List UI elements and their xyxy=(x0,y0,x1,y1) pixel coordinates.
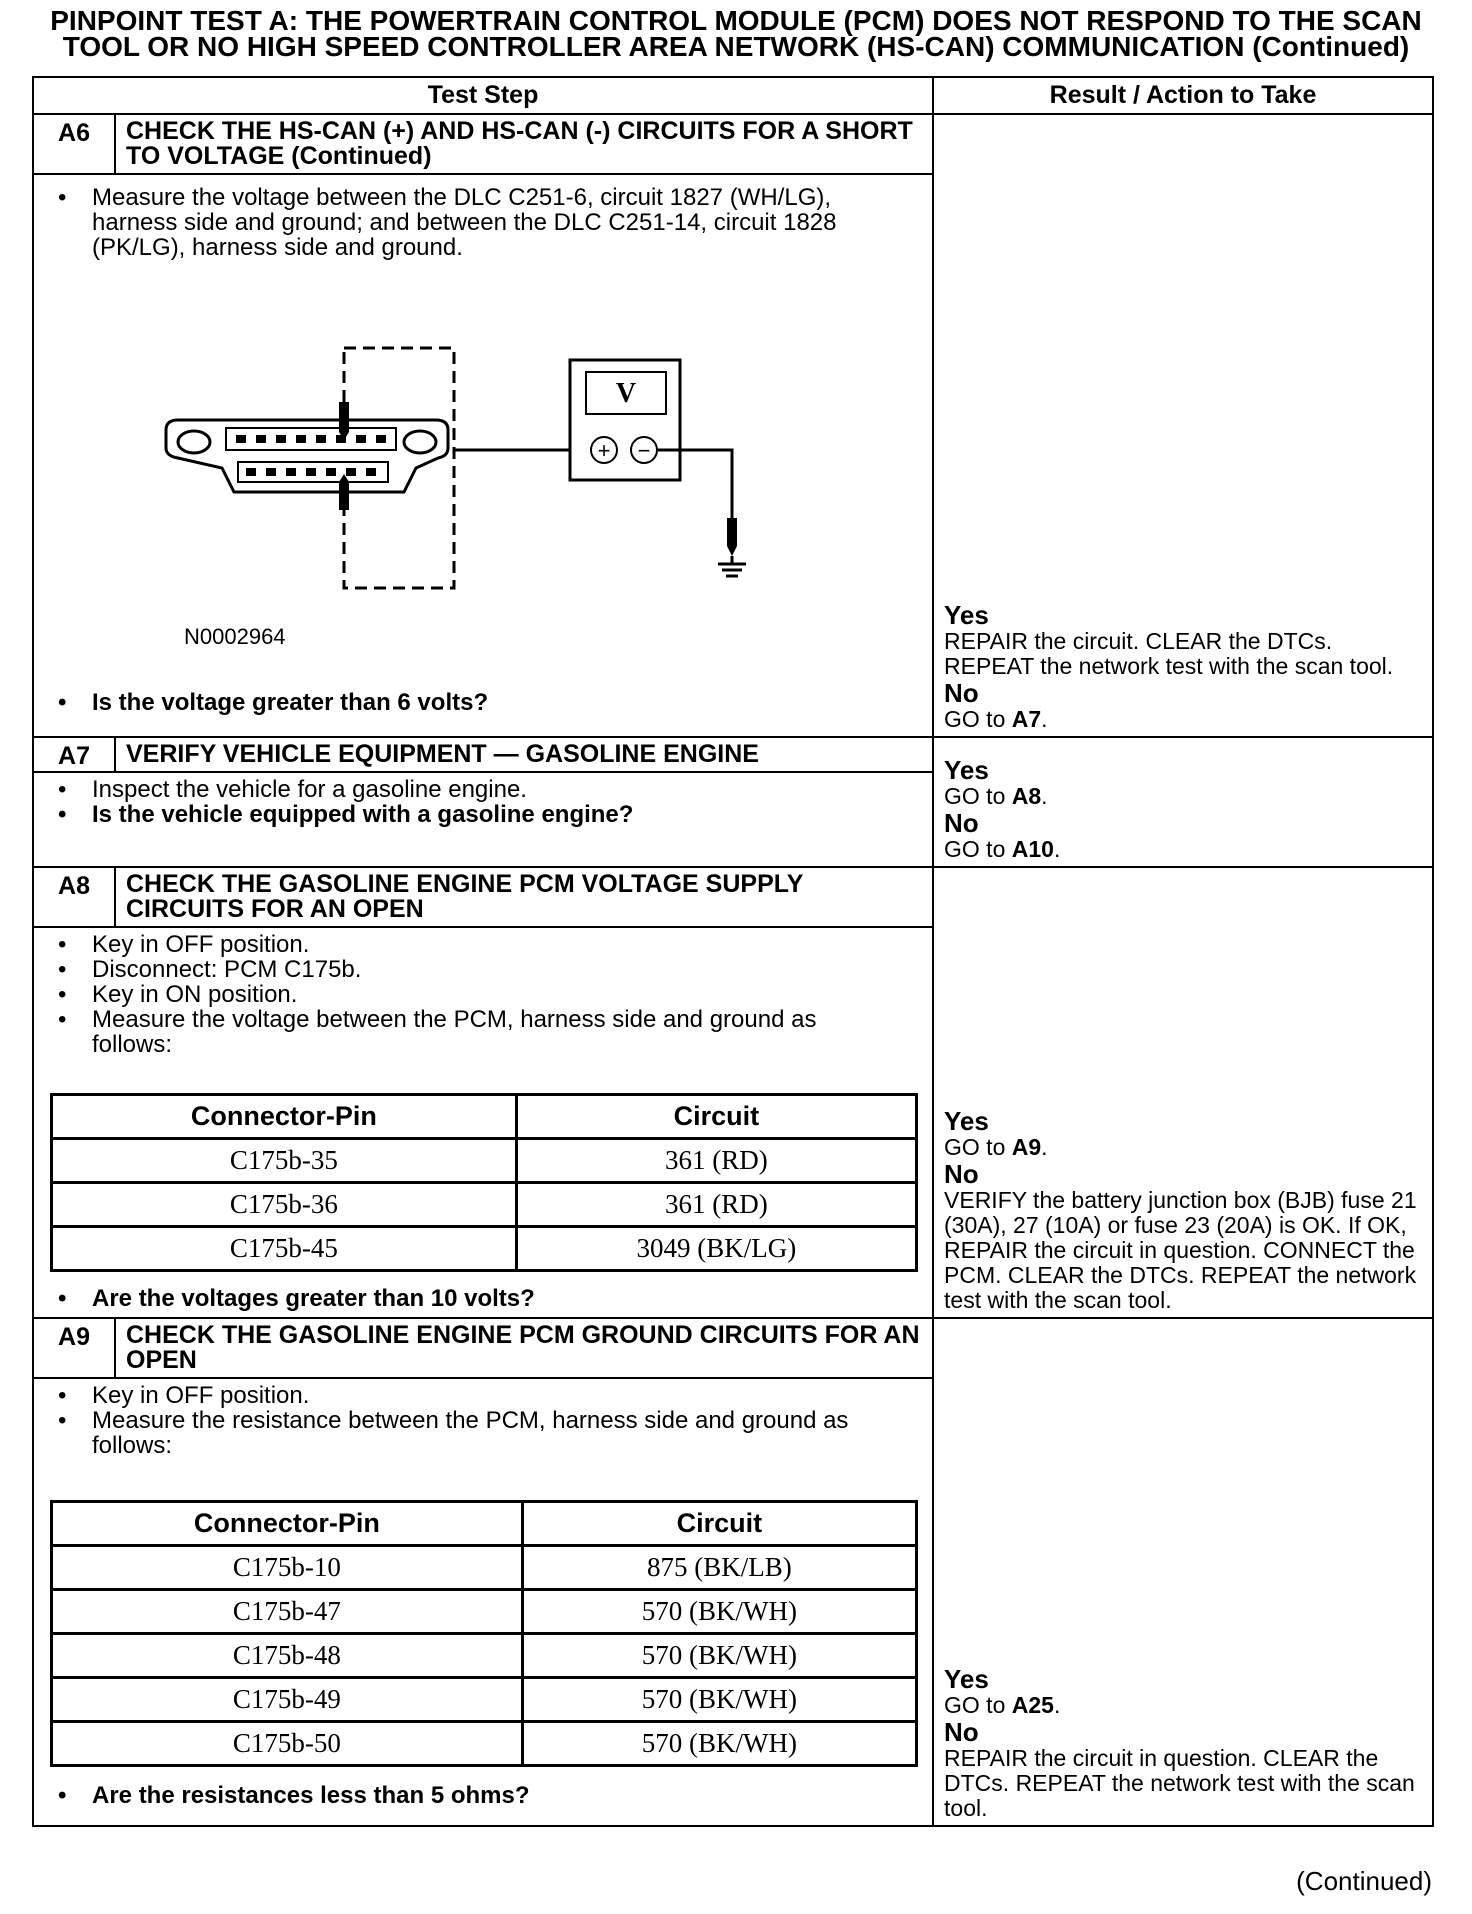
title-line-2: TOOL OR NO HIGH SPEED CONTROLLER AREA NETWORK (HS-CAN) COMMUNICATION (Continued) xyxy=(62,31,1410,62)
circuit-cell: 570 (BK/WH) xyxy=(522,1634,916,1678)
circuit-cell: 875 (BK/LB) xyxy=(522,1546,916,1590)
no-label: No xyxy=(944,1717,979,1747)
no-action-text: GO to xyxy=(944,706,1012,732)
continued-label: (Continued) xyxy=(1296,1866,1432,1896)
no-label: No xyxy=(944,678,979,708)
yes-label: Yes xyxy=(944,1106,989,1136)
table-row xyxy=(52,1634,917,1678)
yes-action-dot: . xyxy=(1041,1134,1048,1160)
yes-action xyxy=(944,784,1428,809)
question: • Are the resistances less than 5 ohms? xyxy=(46,1783,920,1808)
step-a6-body xyxy=(33,174,933,737)
probe-top xyxy=(339,402,349,432)
table-header-row xyxy=(52,1502,917,1546)
yes-action-text: GO to xyxy=(944,783,1012,809)
meter-symbol: V xyxy=(615,378,637,409)
yes-label: Yes xyxy=(944,755,989,785)
circuit-header: Circuit xyxy=(522,1502,916,1546)
table-row xyxy=(52,1139,917,1183)
no-action xyxy=(944,707,1428,732)
yes-action-dot: . xyxy=(1041,783,1048,809)
yes-target: A8 xyxy=(1011,783,1042,809)
yes-action xyxy=(944,1693,1428,1718)
no-action: VERIFY the battery junction box (BJB) fuse 21 (30A), 27 (10A) or fuse 23 (20A) is OK. If OK, REPAIR the circuit in question. CONNECT the PCM. CLEAR the DTCs. REPEAT the network test with the scan tool. xyxy=(944,1187,1417,1313)
step-a9-question xyxy=(46,1783,920,1808)
page-title xyxy=(30,5,1442,62)
ground-probe xyxy=(727,518,737,546)
ground-probe-tip xyxy=(727,546,737,556)
connector-pin-cell: C175b-49 xyxy=(52,1678,523,1722)
question: • Is the voltage greater than 6 volts? xyxy=(46,690,920,715)
connector-pin-cell: C175b-10 xyxy=(52,1546,523,1590)
circuit-cell: 3049 (BK/LG) xyxy=(516,1227,916,1271)
circuit-cell: 361 (RD) xyxy=(516,1139,916,1183)
instruction: • Key in OFF position. xyxy=(46,932,920,957)
probe-bottom xyxy=(339,482,349,510)
step-a7-instructions xyxy=(46,777,920,827)
connector-pin-cell: C175b-50 xyxy=(52,1722,523,1766)
yes-action-text: GO to xyxy=(944,1134,1012,1160)
step-id: A7 xyxy=(33,737,115,772)
circuit-header: Circuit xyxy=(516,1095,916,1139)
no-action-text: GO to xyxy=(944,836,1012,862)
circuit-cell: 361 (RD) xyxy=(516,1183,916,1227)
circuit-cell: 570 (BK/WH) xyxy=(522,1678,916,1722)
connector-pin-cell: C175b-47 xyxy=(52,1590,523,1634)
connector-pin-header: Connector-Pin xyxy=(52,1095,517,1139)
plus-sign: + xyxy=(597,438,611,463)
step-a6-result xyxy=(933,114,1433,737)
instruction: • Key in ON position. xyxy=(46,982,920,1007)
test-step-header: Test Step xyxy=(33,77,933,114)
instruction: • Disconnect: PCM C175b. xyxy=(46,957,920,982)
instruction: • Measure the resistance between the PCM, harness side and ground as follows: xyxy=(46,1408,920,1458)
voltage-pin-table xyxy=(50,1093,918,1272)
step-a9-body xyxy=(33,1378,933,1826)
step-a6-question xyxy=(46,690,920,715)
circuit-cell: 570 (BK/WH) xyxy=(522,1590,916,1634)
step-a8-body xyxy=(33,927,933,1318)
question: • Are the voltages greater than 10 volts? xyxy=(46,1286,920,1311)
step-a8-title-row xyxy=(33,867,1433,927)
step-title: CHECK THE GASOLINE ENGINE PCM VOLTAGE SUPPLY CIRCUITS FOR AN OPEN xyxy=(115,867,933,927)
no-action-dot: . xyxy=(1041,706,1048,732)
title-line-1: PINPOINT TEST A: THE POWERTRAIN CONTROL MODULE (PCM) DOES NOT RESPOND TO THE SCAN xyxy=(50,5,1422,36)
table-row xyxy=(52,1590,917,1634)
table-row xyxy=(52,1722,917,1766)
pinpoint-test-table xyxy=(32,76,1434,1827)
minus-sign: − xyxy=(637,438,651,463)
no-action xyxy=(944,837,1428,862)
table-row xyxy=(52,1678,917,1722)
connector-pin-cell: C175b-35 xyxy=(52,1139,517,1183)
question: • Is the vehicle equipped with a gasoline engine? xyxy=(46,802,920,827)
diagram-svg xyxy=(46,260,926,690)
resistance-pin-table xyxy=(50,1500,918,1767)
step-title: CHECK THE HS-CAN (+) AND HS-CAN (-) CIRCUITS FOR A SHORT TO VOLTAGE (Continued) xyxy=(115,114,933,174)
step-a8-result xyxy=(933,867,1433,1318)
step-id: A6 xyxy=(33,114,115,174)
yes-action xyxy=(944,1135,1428,1160)
instruction: • Key in OFF position. xyxy=(46,1383,920,1408)
step-a9-instructions xyxy=(46,1383,920,1458)
step-a8-question xyxy=(46,1286,920,1311)
step-a7-title-row xyxy=(33,737,1433,772)
no-action-dot: . xyxy=(1053,836,1061,862)
yes-action-dot: . xyxy=(1053,1692,1061,1718)
step-a6-instructions xyxy=(46,185,920,260)
table-header-row xyxy=(33,77,1433,114)
instruction: • Measure the voltage between the DLC C251-6, circuit 1827 (WH/LG), harness side and ground; and between the DLC C251-14, circuit 1828 (PK/LG), harness side and ground. xyxy=(46,185,920,260)
yes-action-text: GO to xyxy=(944,1692,1012,1718)
step-id: A9 xyxy=(33,1318,115,1378)
yes-action: REPAIR the circuit. CLEAR the DTCs. REPEAT the network test with the scan tool. xyxy=(944,628,1394,679)
instruction: • Inspect the vehicle for a gasoline engine. xyxy=(46,777,920,802)
connector-pin-cell: C175b-48 xyxy=(52,1634,523,1678)
step-id: A8 xyxy=(33,867,115,927)
dlc-voltage-diagram xyxy=(46,260,920,690)
circuit-cell: 570 (BK/WH) xyxy=(522,1722,916,1766)
yes-label: Yes xyxy=(944,1664,989,1694)
yes-label: Yes xyxy=(944,600,989,630)
step-a9-title-row xyxy=(33,1318,1433,1378)
connector-pin-cell: C175b-36 xyxy=(52,1183,517,1227)
connector-pin-header: Connector-Pin xyxy=(52,1502,523,1546)
no-target: A7 xyxy=(1011,706,1042,732)
no-target: A10 xyxy=(1011,836,1054,862)
table-header-row xyxy=(52,1095,917,1139)
connector-pin-cell: C175b-45 xyxy=(52,1227,517,1271)
table-row xyxy=(52,1183,917,1227)
instruction: • Measure the voltage between the PCM, harness side and ground as follows: xyxy=(46,1007,920,1057)
result-header: Result / Action to Take xyxy=(933,77,1433,114)
step-title: VERIFY VEHICLE EQUIPMENT — GASOLINE ENGINE xyxy=(115,737,933,772)
step-a8-instructions xyxy=(46,932,920,1057)
no-label: No xyxy=(944,1159,979,1189)
step-a7-body xyxy=(33,772,933,867)
step-a9-result xyxy=(933,1318,1433,1826)
step-a6-title-row xyxy=(33,114,1433,174)
yes-target: A25 xyxy=(1011,1692,1054,1718)
step-title: CHECK THE GASOLINE ENGINE PCM GROUND CIRCUITS FOR AN OPEN xyxy=(115,1318,933,1378)
no-label: No xyxy=(944,808,979,838)
yes-target: A9 xyxy=(1011,1134,1042,1160)
no-action: REPAIR the circuit in question. CLEAR the DTCs. REPEAT the network test with the scan tool. xyxy=(944,1745,1415,1821)
step-a7-result xyxy=(933,737,1433,867)
figure-id: N0002964 xyxy=(184,624,286,649)
table-row xyxy=(52,1546,917,1590)
table-row xyxy=(52,1227,917,1271)
